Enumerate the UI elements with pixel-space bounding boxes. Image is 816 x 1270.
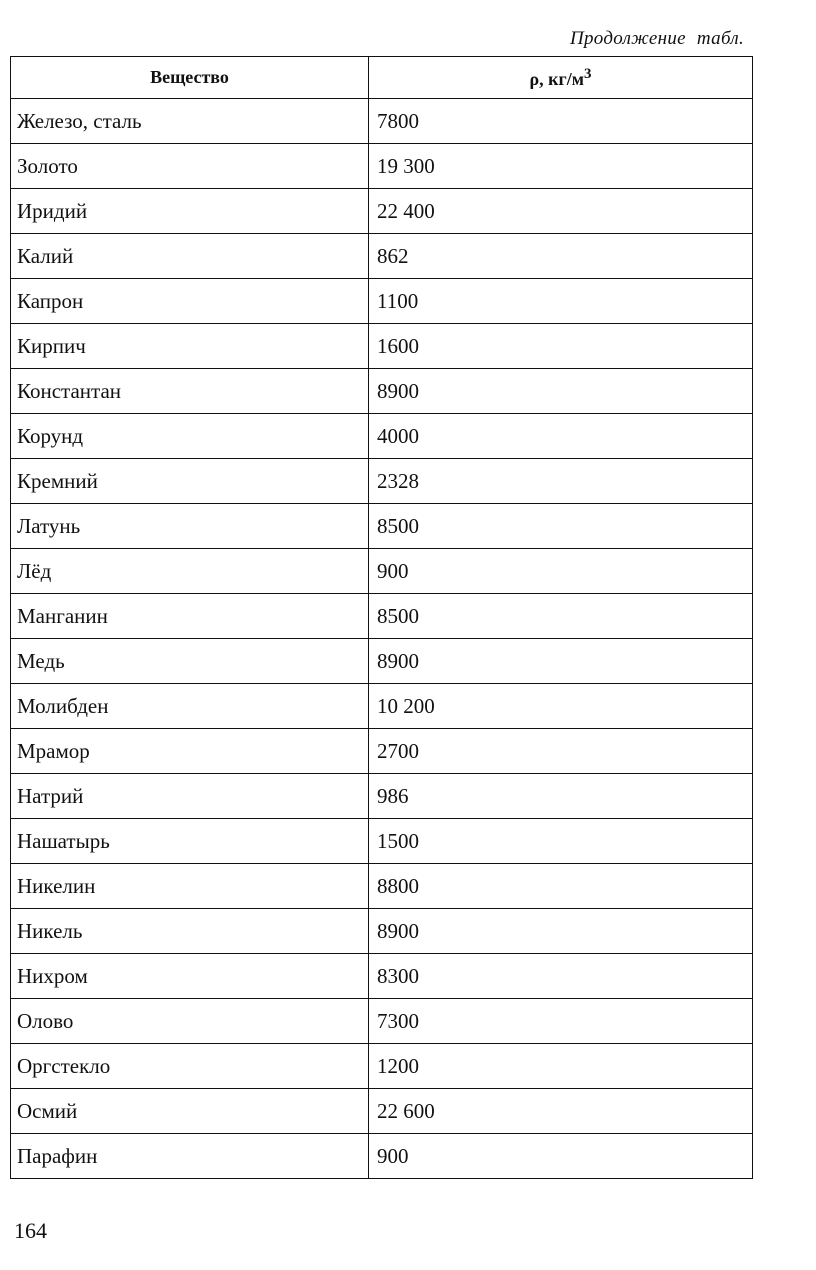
table-row xyxy=(11,594,753,639)
substance-cell: Нашатырь xyxy=(11,819,369,864)
density-cell: 8500 xyxy=(369,594,753,639)
substance-cell: Натрий xyxy=(11,774,369,819)
density-cell: 22 400 xyxy=(369,189,753,234)
table-row xyxy=(11,369,753,414)
substance-cell: Железо, сталь xyxy=(11,99,369,144)
substance-cell: Корунд xyxy=(11,414,369,459)
table-row xyxy=(11,279,753,324)
substance-cell: Нихром xyxy=(11,954,369,999)
density-cell: 10 200 xyxy=(369,684,753,729)
table-row xyxy=(11,639,753,684)
table-row xyxy=(11,459,753,504)
density-cell: 2328 xyxy=(369,459,753,504)
density-cell: 7800 xyxy=(369,99,753,144)
table-body xyxy=(11,99,753,1179)
density-cell: 8800 xyxy=(369,864,753,909)
density-cell: 1500 xyxy=(369,819,753,864)
table-row xyxy=(11,684,753,729)
density-cell: 8300 xyxy=(369,954,753,999)
substance-cell: Кремний xyxy=(11,459,369,504)
table-row xyxy=(11,99,753,144)
density-cell: 1200 xyxy=(369,1044,753,1089)
table-row xyxy=(11,954,753,999)
density-cell: 7300 xyxy=(369,999,753,1044)
substance-cell: Никелин xyxy=(11,864,369,909)
table-row xyxy=(11,774,753,819)
table-row xyxy=(11,504,753,549)
table-row xyxy=(11,144,753,189)
density-table xyxy=(10,56,753,1179)
substance-cell: Лёд xyxy=(11,549,369,594)
density-cell: 22 600 xyxy=(369,1089,753,1134)
table-row xyxy=(11,864,753,909)
table-header-row xyxy=(11,57,753,99)
substance-cell: Никель xyxy=(11,909,369,954)
substance-cell: Мрамор xyxy=(11,729,369,774)
density-cell: 1600 xyxy=(369,324,753,369)
density-cell: 862 xyxy=(369,234,753,279)
table-row xyxy=(11,324,753,369)
substance-cell: Олово xyxy=(11,999,369,1044)
table-row xyxy=(11,1044,753,1089)
density-cell: 8900 xyxy=(369,909,753,954)
table-continuation-note: Продолжение табл. xyxy=(569,28,744,49)
substance-cell: Молибден xyxy=(11,684,369,729)
substance-cell: Константан xyxy=(11,369,369,414)
substance-cell: Кирпич xyxy=(11,324,369,369)
density-cell: 8500 xyxy=(369,504,753,549)
substance-cell: Иридий xyxy=(11,189,369,234)
substance-cell: Золото xyxy=(11,144,369,189)
table-row xyxy=(11,819,753,864)
table-row xyxy=(11,1089,753,1134)
density-unit-label: ρ, кг/м xyxy=(529,68,584,89)
substance-cell: Латунь xyxy=(11,504,369,549)
density-cell: 4000 xyxy=(369,414,753,459)
density-cell: 900 xyxy=(369,1134,753,1179)
substance-cell: Медь xyxy=(11,639,369,684)
table-row xyxy=(11,729,753,774)
substance-cell: Парафин xyxy=(11,1134,369,1179)
substance-cell: Калий xyxy=(11,234,369,279)
density-cell: 19 300 xyxy=(369,144,753,189)
column-header-density xyxy=(369,57,753,99)
substance-cell: Капрон xyxy=(11,279,369,324)
table-row xyxy=(11,909,753,954)
table-row xyxy=(11,999,753,1044)
page-number: 164 xyxy=(14,1218,47,1243)
table-row xyxy=(11,1134,753,1179)
density-unit-exponent: 3 xyxy=(583,65,592,82)
density-cell: 8900 xyxy=(369,369,753,414)
substance-cell: Осмий xyxy=(11,1089,369,1134)
density-cell: 8900 xyxy=(369,639,753,684)
table-row xyxy=(11,414,753,459)
density-cell: 1100 xyxy=(369,279,753,324)
density-cell: 2700 xyxy=(369,729,753,774)
table-row xyxy=(11,234,753,279)
density-cell: 986 xyxy=(369,774,753,819)
table-row xyxy=(11,189,753,234)
substance-cell: Оргстекло xyxy=(11,1044,369,1089)
column-header-substance: Вещество xyxy=(11,57,369,99)
substance-cell: Манганин xyxy=(11,594,369,639)
table-row xyxy=(11,549,753,594)
density-cell: 900 xyxy=(369,549,753,594)
